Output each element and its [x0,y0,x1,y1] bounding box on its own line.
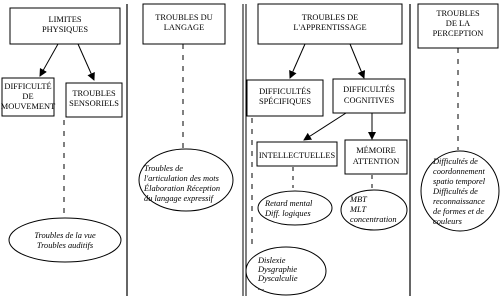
physical-notes-ellipse [9,218,121,262]
language-note-3: Élaboration Réception [144,184,221,193]
arrow-to-specific [290,44,305,78]
learning-header-line2: L'APPRENTISSAGE [293,23,367,32]
movement-line1: DIFFICULTÉ [4,82,52,91]
cognitive-line2: COGNITIVES [343,96,395,105]
memory-note-3: concentration [350,215,397,224]
sensory-troubles-box [66,83,122,117]
physical-limits-header-box [10,8,120,44]
memory-note-2: MLT [350,205,367,214]
perception-note-4: Difficultés de [433,187,478,196]
language-header-line2: LANGAGE [163,23,205,32]
specific-note-4: ... [258,283,265,292]
perception-header-line3: PERCEPTION [432,29,484,38]
specific-note-1: Dislexie [258,256,286,265]
language-header-line1: TROUBLES DU [155,13,213,22]
perception-header-box [418,4,498,48]
perception-note-2: coordonnement [433,167,485,176]
cognitive-line1: DIFFICULTÉS [343,85,395,94]
intellectual-label: INTELLECTUELLES [258,151,336,160]
physical-limits-header-line1: LIMITES [48,15,82,24]
arrow-to-movement [40,44,58,76]
memory-attention-box [345,140,407,174]
physical-limits-header-line2: PHYSIQUES [41,25,89,34]
arrow-to-sensory [78,44,94,80]
language-note-2: l'articulation des mots [144,174,219,183]
sensory-line1: TROUBLES [72,89,116,98]
specific-notes-ellipse [246,247,326,295]
language-note-4: du langage expressif [144,194,214,203]
memory-line1: MÉMOIRE [356,146,396,155]
language-notes-ellipse [139,149,233,211]
language-note-1: Troubles de [144,164,184,173]
cognitive-difficulties-box [333,79,405,113]
movement-line2: DE [22,92,34,101]
memory-line2: ATTENTION [352,157,400,166]
specific-line2: SPÉCIFIQUES [258,97,312,106]
perception-header-line2: DE LA [445,19,471,28]
memory-notes-ellipse [341,190,407,230]
perception-header-line1: TROUBLES [436,9,480,18]
perception-note-3: spatio temporel [433,177,486,186]
physical-note-2: Troubles auditifs [36,241,94,250]
specific-note-3: Dyscalculie [258,274,298,283]
perception-note-7: couleurs [433,217,462,226]
learning-header-box [258,4,402,44]
memory-note-1: MBT [350,195,367,204]
movement-difficulty-box [1,78,55,116]
intellectual-box [257,142,337,166]
learning-header-line1: TROUBLES DE [301,13,359,22]
perception-note-5: reconnaissance [433,197,485,206]
arrow-to-cognitive [350,44,364,78]
specific-line1: DIFFICULTÉS [259,87,311,96]
intellectual-note-1: Retard mental [265,199,313,208]
sensory-line2: SENSORIELS [69,99,119,108]
physical-note-1: Troubles de la vue [34,231,96,240]
specific-difficulties-box [247,80,323,116]
arrow-to-intellectual [304,113,346,140]
perception-note-6: de formes et de [433,207,484,216]
specific-note-2: Dysgraphie [258,265,298,274]
intellectual-note-2: Diff. logiques [265,209,311,218]
perception-note-1: Difficultés de [433,157,478,166]
perception-notes-ellipse [421,151,499,231]
intellectual-notes-ellipse [258,191,332,225]
movement-line3: MOUVEMENT [0,102,56,111]
language-header-box [143,4,225,44]
